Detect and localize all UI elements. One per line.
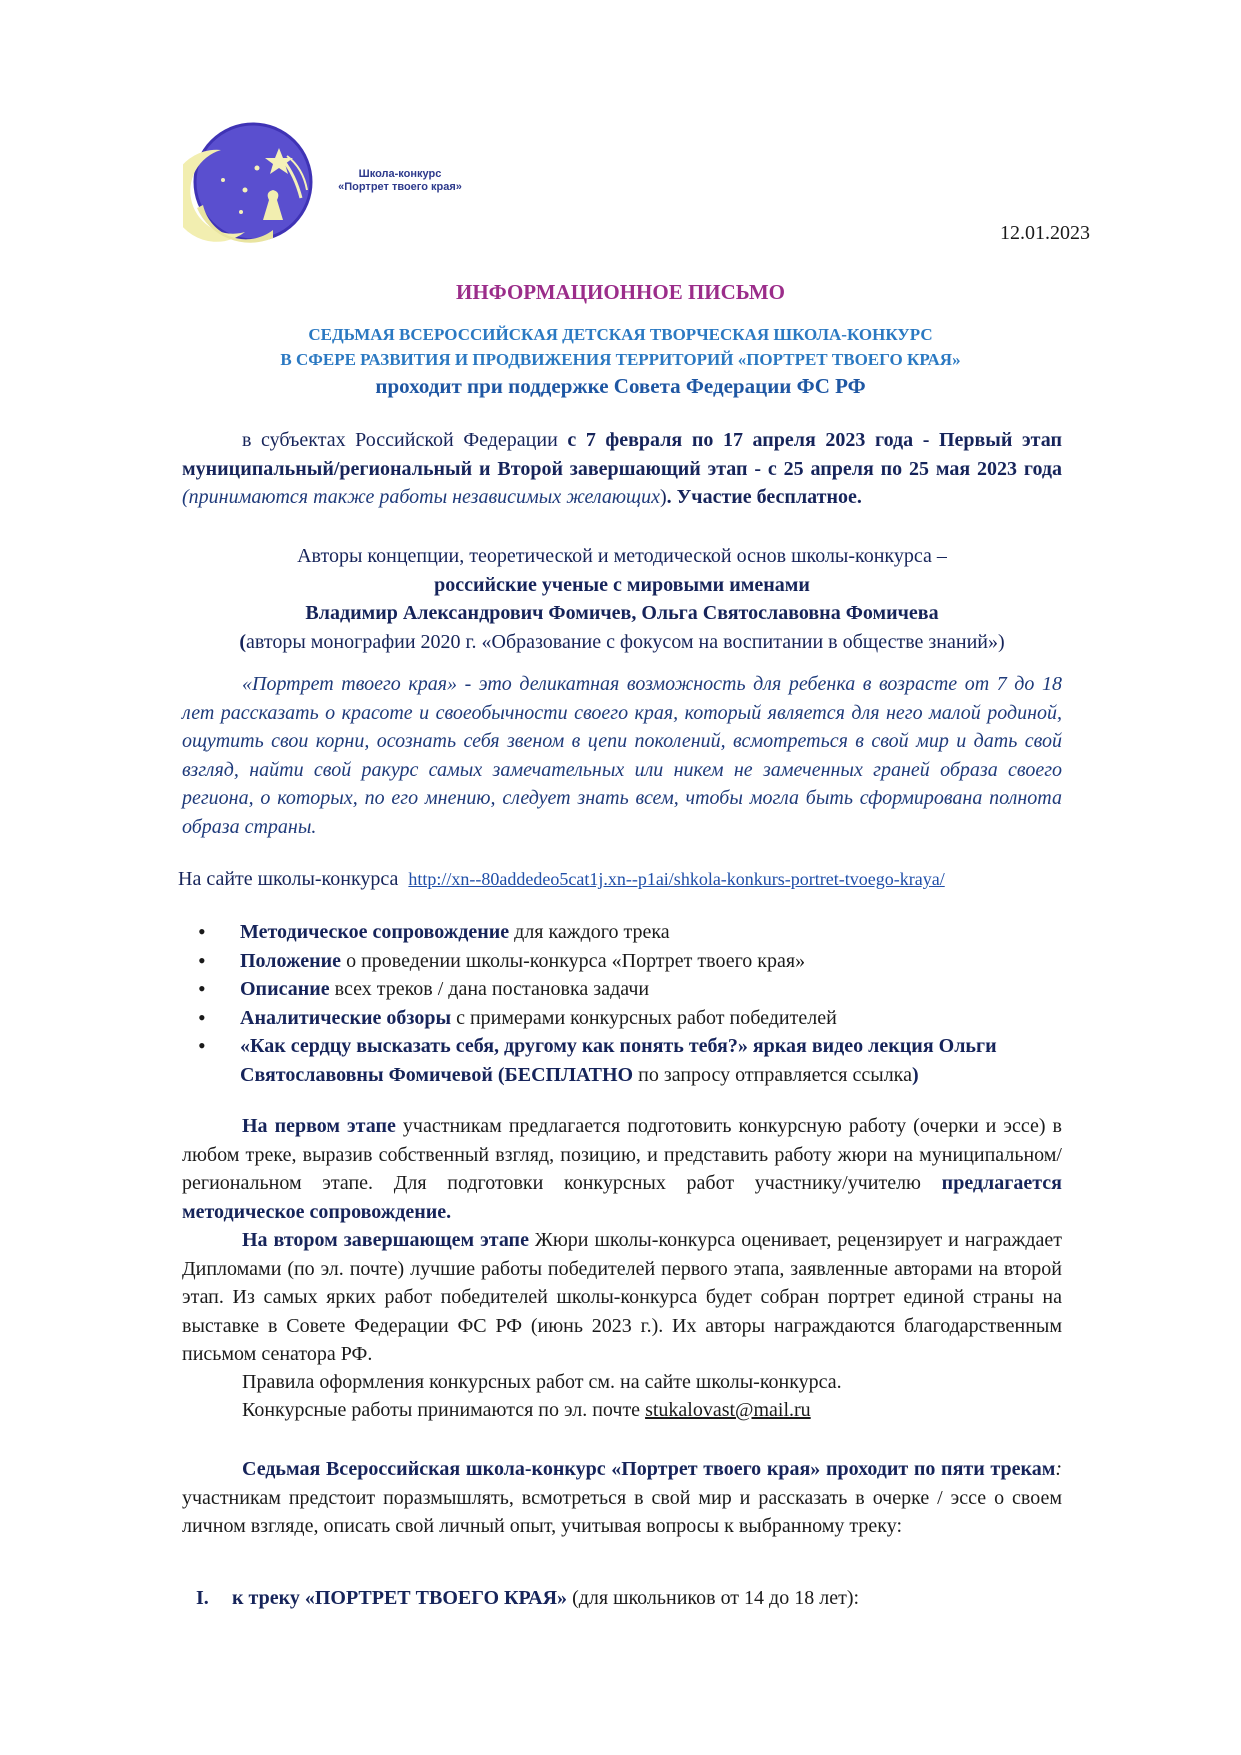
stage1-text: участникам предлагается подготовить конкурсную работу (очерки и эссе) в любом треке, выразив собственный взгляд, позицию, и представить работу жюри на муниципальном/региональном этапе. Для подготовки конкурсных работ участнику/учителю bbox=[182, 1115, 1062, 1194]
track1-title: к треку «ПОРТРЕТ ТВОЕГО КРАЯ» bbox=[232, 1587, 568, 1609]
quote-text: «Портрет твоего края» - это деликатная возможность для ребенка в возрасте от 7 до 18 лет рассказать о красоте и своеобычности своего края, который является для него малой родиной, ощутить свои корни, осознать себя звеном в цепи поколений, всмотреться в свой мир и дать свой взгляд, найти свой ракурс самых замечательных или никем не замеченных граней образа своего региона, о которых, по его мнению, следует знать всем, чтобы могла быть сформирована полнота образа страны. bbox=[182, 673, 1062, 838]
site-line bbox=[178, 865, 1158, 894]
stage2-paragraph bbox=[182, 1226, 1062, 1369]
intro-dates: с 7 февраля по 17 апреля 2023 года - Первый этап муниципальный/региональный и Второй завершающий этап - с 25 апреля по 25 мая 2023 года bbox=[182, 429, 1062, 480]
subtitle-line-2: В СФЕРЕ РАЗВИТИЯ И ПРОДВИЖЕНИЯ ТЕРРИТОРИЙ «ПОРТРЕТ ТВОЕГО КРАЯ» bbox=[280, 350, 961, 369]
feature-item: • Методическое сопровождение для каждого трека bbox=[188, 918, 1068, 947]
authors-block bbox=[182, 542, 1062, 656]
logo-line2: «Портрет твоего края» bbox=[338, 181, 462, 193]
site-label: На сайте школы-конкурса bbox=[178, 868, 399, 890]
moon-stars-logo-icon bbox=[183, 120, 323, 245]
track1-number: I. bbox=[196, 1587, 209, 1609]
authors-line-3: Владимир Александрович Фомичев, Ольга Святославовна Фомичева bbox=[305, 602, 939, 624]
logo-line1: Школа-конкурс bbox=[358, 168, 442, 180]
authors-paren: ( bbox=[239, 630, 247, 653]
tracks-intro-text: участникам предстоит поразмышлять, всмотреться в свой мир и рассказать в очерке / эссе о своем личном взгляде, описать свой личный опыт, учитывая вопросы к выбранному треку: bbox=[182, 1486, 1062, 1537]
authors-line-1: Авторы концепции, теоретической и методической основ школы-конкурса – bbox=[297, 545, 947, 567]
logo-caption bbox=[325, 168, 475, 194]
feature-item: • «Как сердцу высказать себя, другому как понять тебя?» яркая видео лекция Ольги Святославовны Фомичевой (БЕСПЛАТНО по запросу отправляется ссылка) bbox=[188, 1032, 1068, 1089]
authors-line-4: авторы монографии 2020 г. «Образование с фокусом на воспитании в обществе знаний») bbox=[246, 630, 1005, 653]
track1-heading bbox=[196, 1587, 859, 1610]
stage1-title: На первом этапе bbox=[242, 1115, 396, 1137]
school-logo bbox=[183, 120, 473, 245]
email-link[interactable]: stukalovast@mail.ru bbox=[645, 1399, 811, 1421]
letter-date: 12.01.2023 bbox=[1000, 222, 1090, 244]
feature-item: • Аналитические обзоры с примерами конкурсных работ победителей bbox=[188, 1004, 1068, 1033]
stage1-paragraph bbox=[182, 1112, 1062, 1226]
support-line: проходит при поддержке Совета Федерации ФС РФ bbox=[375, 374, 866, 398]
stage2-text: Жюри школы-конкурса оценивает, рецензирует и награждает Дипломами (по эл. почте) лучшие работы победителей первого этапа, заявленные авторами на второй этап. Из самых ярких работ победителей школы-конкурса будет собран портрет единой страны на выставке в Совете Федерации ФС РФ (июнь 2023 г.). Их авторы награждаются благодарственным письмом сенатора РФ. bbox=[182, 1229, 1062, 1365]
intro-note: (принимаются также работы независимых желающих bbox=[182, 486, 660, 508]
letter-title: ИНФОРМАЦИОННОЕ ПИСЬМО bbox=[455, 280, 785, 304]
feature-item: • Описание всех треков / дана постановка задачи bbox=[188, 975, 1068, 1004]
quote-paragraph bbox=[182, 670, 1062, 841]
tracks-intro-bold: Седьмая Всероссийская школа-конкурс «Портрет твоего края» проходит по пяти трекам bbox=[242, 1458, 1056, 1480]
stage2-title: На втором завершающем этапе bbox=[242, 1229, 529, 1251]
feature-item: • Положение о проведении школы-конкурса «Портрет твоего края» bbox=[188, 947, 1068, 976]
track1-age: (для школьников от 14 до 18 лет): bbox=[567, 1587, 860, 1609]
authors-line-2: российские ученые с мировыми именами bbox=[434, 573, 810, 596]
email-label: Конкурсные работы принимаются по эл. почте bbox=[242, 1399, 646, 1421]
intro-free: . Участие бесплатное. bbox=[666, 486, 862, 508]
tracks-intro-paragraph: Седьмая Всероссийская школа-конкурс «Портрет твоего края» проходит по пяти трекам: участникам предстоит поразмышлять, всмотреться в свой мир и рассказать в очерке / эссе о своем личном взгляде, описать свой личный опыт, учитывая вопросы к выбранному треку: bbox=[182, 1458, 1062, 1537]
features-list bbox=[188, 918, 1068, 1089]
email-line bbox=[242, 1396, 1122, 1425]
rules-line: Правила оформления конкурсных работ см. на сайте школы-конкурса. bbox=[242, 1371, 842, 1393]
subtitle-line-1: СЕДЬМАЯ ВСЕРОССИЙСКАЯ ДЕТСКАЯ ТВОРЧЕСКАЯ ШКОЛА-КОНКУРС bbox=[308, 325, 933, 344]
intro-paren: ) bbox=[659, 486, 667, 508]
site-url-link[interactable]: http://xn--80addedeo5cat1j.xn--p1ai/shkola-konkurs-portret-tvoego-kraya/ bbox=[408, 869, 945, 889]
stage1-support: предлагается методическое сопровождение. bbox=[182, 1172, 1062, 1223]
intro-paragraph bbox=[182, 426, 1062, 512]
intro-text: в субъектах Российской Федерации bbox=[242, 429, 568, 451]
